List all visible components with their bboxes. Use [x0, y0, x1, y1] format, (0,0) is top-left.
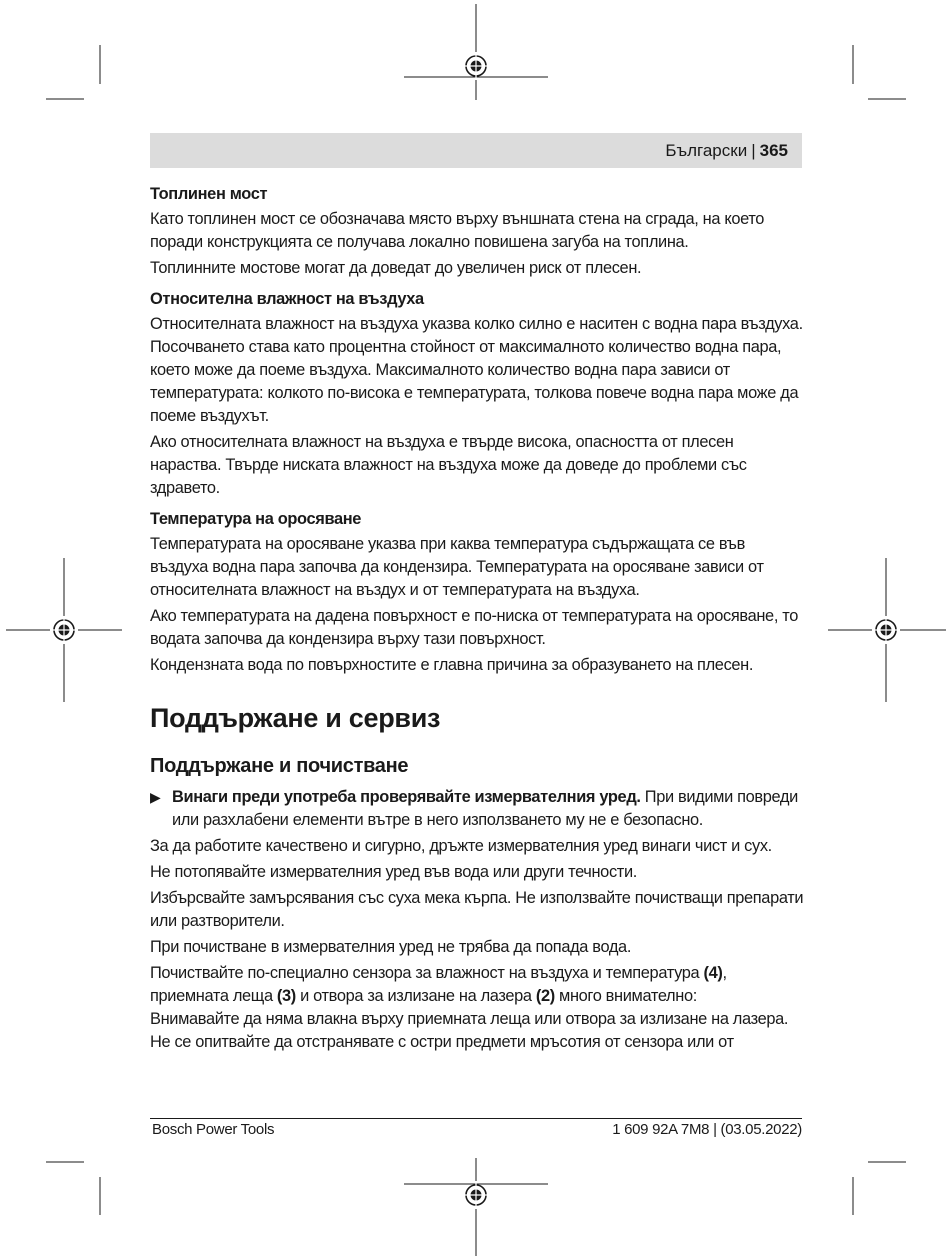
- page-header: [150, 133, 802, 168]
- paragraph: Не потопявайте измервателния уред във вода или други течности.: [150, 863, 637, 881]
- page-number: 365: [759, 141, 788, 160]
- text-run: , приемната леща: [150, 964, 727, 1005]
- text-run: много внимателно:: [554, 987, 697, 1005]
- paragraph: Внимавайте да няма влакна върху приемната леща или отвора за излизане на лазера. Не се опитвайте да отстранявате с остри предмети мръсотия от сензора или от: [150, 1010, 789, 1051]
- registration-mark-top: [462, 52, 490, 80]
- paragraph: Избърсвайте замърсявания със суха мека кърпа. Не използвайте почистващи препарати или разтворители.: [150, 889, 804, 930]
- subsection-heading: Поддържане и почистване: [150, 755, 409, 777]
- registration-mark-right: [872, 616, 900, 644]
- footer-rule: [150, 1118, 802, 1119]
- section-dew-point: [150, 508, 805, 677]
- header-text: [665, 141, 788, 161]
- reference-number: (2): [535, 987, 555, 1005]
- bullet-arrow-icon: ▶: [150, 789, 161, 805]
- paragraph: При почистване в измервателния уред не трябва да попада вода.: [150, 938, 632, 956]
- paragraph: Като топлинен мост се обозначава място върху външната стена на сграда, на което поради конструкцията се получава локално повишена загуба на топлина.: [150, 210, 765, 251]
- paragraph: [150, 962, 805, 1008]
- paragraph: Относителната влажност на въздуха указва колко силно е наситен с водна пара въздуха. Посочването става като процентна стойност от максималното количество водна пара, което може да поеме въздуха. Максималното количество водна пара зависи от температурата: колкото по-висока е температурата, толкова повече водна пара може да поеме въздухът.: [150, 315, 803, 425]
- reference-number: (3): [276, 987, 296, 1005]
- text-run: и отвора за излизане на лазера: [295, 987, 536, 1005]
- bullet-text: При видими повреди или разхлабени елементи вътре в него използването му не е безопасно.: [172, 788, 798, 829]
- paragraph: Ако относителната влажност на въздуха е твърде висока, опасността от плесен нараства. Твърде ниската влажност на въздуха може да доведе до проблеми със здравето.: [150, 433, 747, 497]
- paragraph: Температурата на оросяване указва при каква температура съдържащата се във въздуха водна пара започва да кондензира. Температурата на оросяване зависи от относителната влажност на въздух и от температурата на въздуха.: [150, 535, 764, 599]
- paragraph: Топлинните мостове могат да доведат до увеличен риск от плесен.: [150, 259, 642, 277]
- section-title: Относителна влажност на въздуха: [150, 290, 424, 308]
- registration-mark-bottom: [462, 1181, 490, 1209]
- page-content: [150, 183, 805, 1057]
- section-relative-humidity: [150, 288, 805, 500]
- bullet-lead: Винаги преди употреба проверявайте измервателния уред.: [172, 788, 641, 806]
- reference-number: (4): [703, 964, 723, 982]
- section-title: Температура на оросяване: [150, 510, 362, 528]
- footer-doc-number: 1 609 92A 7M8 | (03.05.2022): [612, 1121, 802, 1138]
- warning-bullet: [150, 786, 805, 832]
- text-run: Почиствайте по-специално сензора за влажност на въздуха и температура: [150, 964, 704, 982]
- chapter-heading: Поддържане и сервиз: [150, 703, 441, 733]
- paragraph: За да работите качествено и сигурно, дръжте измервателния уред винаги чист и сух.: [150, 837, 772, 855]
- paragraph: Ако температурата на дадена повърхност е по-ниска от температурата на оросяване, то водата започва да кондензира върху тази повърхност.: [150, 607, 798, 648]
- header-language: Български: [665, 141, 748, 160]
- registration-mark-left: [50, 616, 78, 644]
- footer-brand: Bosch Power Tools: [152, 1121, 275, 1138]
- header-separator: |: [751, 141, 756, 160]
- section-title: Топлинен мост: [150, 185, 268, 203]
- section-thermal-bridge: [150, 183, 805, 280]
- paragraph: Кондензната вода по повърхностите е главна причина за образуването на плесен.: [150, 656, 754, 674]
